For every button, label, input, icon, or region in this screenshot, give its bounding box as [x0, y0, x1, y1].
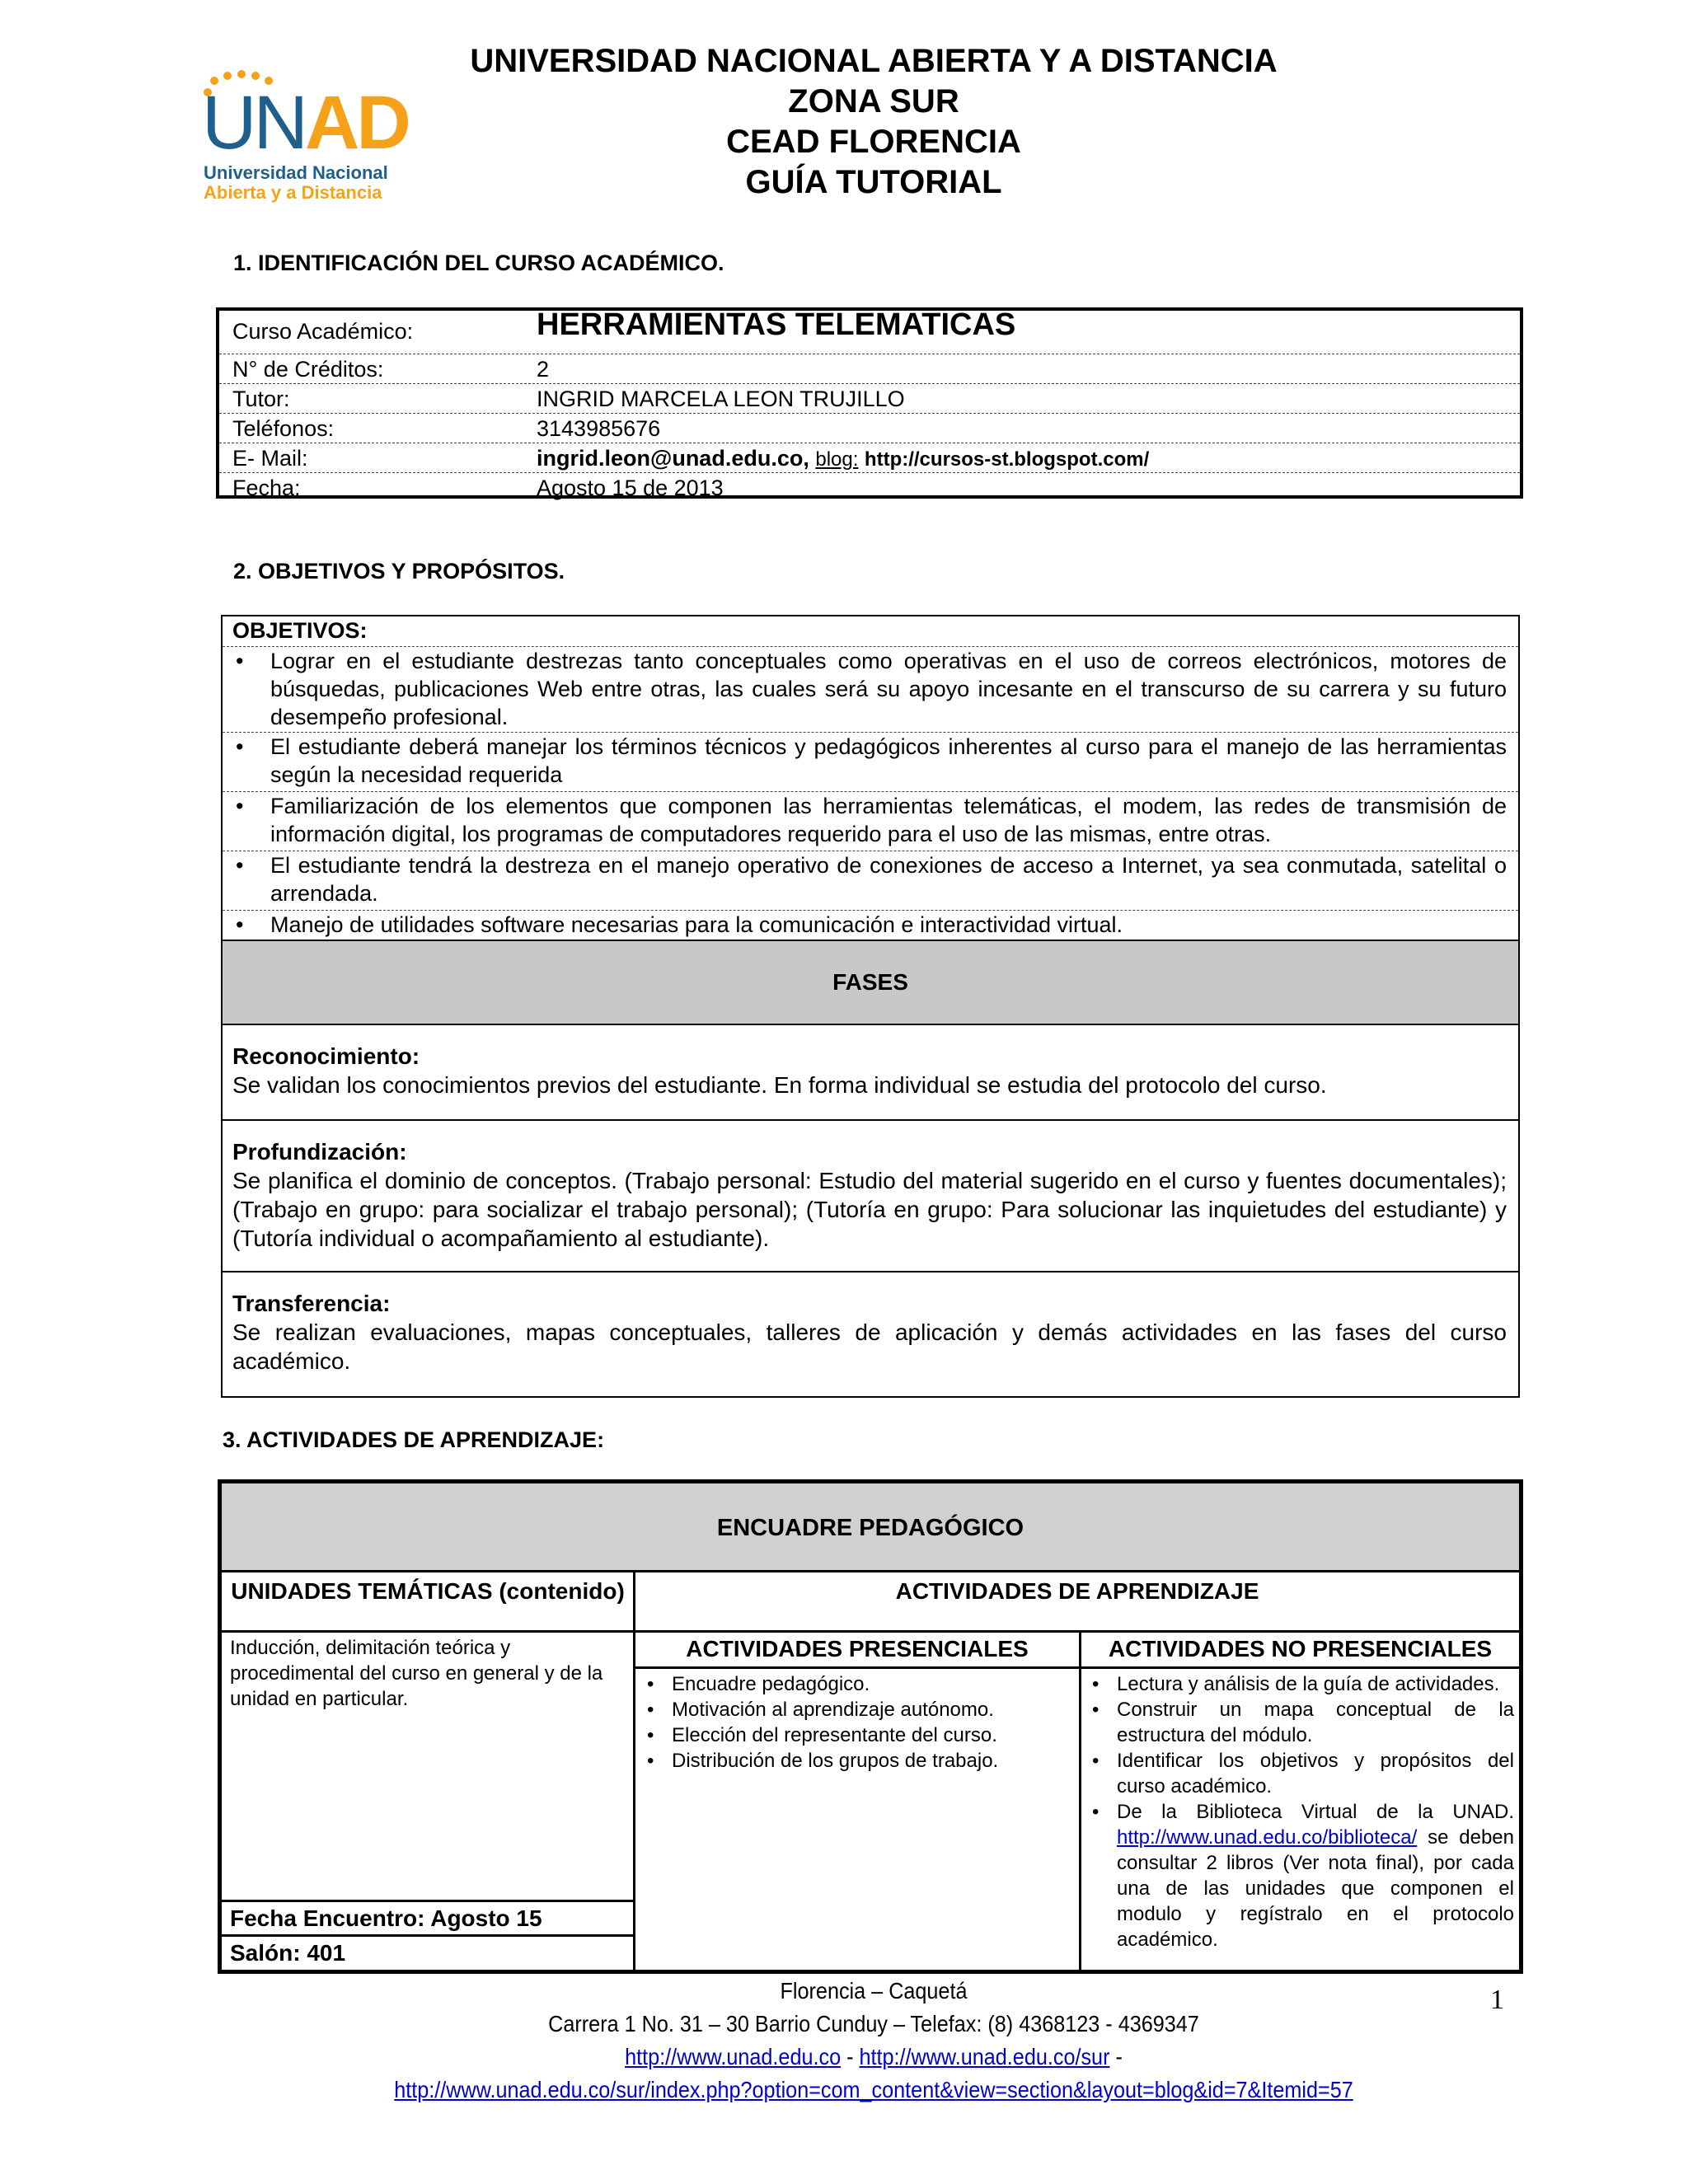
- phase-transferencia: [223, 1271, 1518, 1396]
- phase-profundizacion: [223, 1119, 1518, 1271]
- fases-header: FASES: [223, 940, 1518, 1025]
- objectives-table: [221, 615, 1520, 1398]
- section-3-heading: 3. ACTIVIDADES DE APRENDIZAJE:: [223, 1427, 605, 1452]
- section-2-heading: 2. OBJETIVOS Y PROPÓSITOS.: [233, 559, 565, 583]
- footer-sep: -: [841, 2044, 860, 2069]
- list-item: • Lectura y análisis de la guía de actividades.: [1084, 1671, 1514, 1697]
- bullet-icon: •: [236, 734, 244, 759]
- activities-table: [218, 1479, 1523, 1974]
- divider: [635, 1666, 1519, 1669]
- list-item: • Encuadre pedagógico.: [639, 1671, 1071, 1697]
- encuadre-header: ENCUADRE PEDAGÓGICO: [222, 1483, 1519, 1572]
- objective-item: [223, 851, 1518, 911]
- objective-item: [223, 646, 1518, 733]
- phase-text: Se planifica el dominio de conceptos. (Trabajo personal: Estudio del material sugerido en el curso y fuentes documentales); (Trabajo en grupo: para socializar el trabajo personal); (Tutoría en grupo: Para solucionar las inquietudes del estudiante) y (Tutoría individual o acompañamiento al estudiante).: [232, 1168, 1507, 1251]
- col-header-presenciales: ACTIVIDADES PRESENCIALES: [686, 1636, 1029, 1661]
- footer-link-unad[interactable]: http://www.unad.edu.co: [625, 2044, 842, 2069]
- objective-text: Familiarización de los elementos que componen las herramientas telemáticas, el modem, las redes de transmisión de información digital, los programas de computadores requerido para el uso de las mismas, entre otras.: [270, 794, 1507, 846]
- col-header-activities: ACTIVIDADES DE APRENDIZAJE: [895, 1578, 1259, 1604]
- email-label: E- Mail:: [232, 446, 308, 471]
- list-item: • Distribución de los grupos de trabajo.: [639, 1748, 1071, 1774]
- bullet-icon: •: [236, 853, 244, 878]
- phase-title: Transferencia:: [232, 1291, 391, 1316]
- divider: [222, 1934, 633, 1937]
- col-header-units: UNIDADES TEMÁTICAS (contenido): [231, 1578, 625, 1604]
- email-value-group: [537, 444, 1149, 474]
- header-title-3: CEAD FLORENCIA: [726, 124, 1021, 160]
- unit-description: Inducción, delimitación teórica y procedimental del curso en general y de la unidad en particular.: [230, 1637, 603, 1710]
- bullet-icon: •: [236, 794, 244, 818]
- unad-logo: [202, 70, 408, 203]
- course-label: Curso Académico:: [232, 319, 414, 344]
- list-item: • Motivación al aprendizaje autónomo.: [639, 1697, 1071, 1722]
- objective-item: [223, 791, 1518, 851]
- tutor-value: INGRID MARCELA LEON TRUJILLO: [537, 387, 905, 411]
- fecha-encuentro: Fecha Encuentro: Agosto 15: [230, 1905, 542, 1931]
- phase-text: Se realizan evaluaciones, mapas conceptuales, talleres de aplicación y demás actividades en las fases del curso académico.: [232, 1319, 1507, 1374]
- header-title-1: UNIVERSIDAD NACIONAL ABIERTA Y A DISTANCIA: [470, 43, 1278, 79]
- col-header-no-presenciales: ACTIVIDADES NO PRESENCIALES: [1108, 1636, 1493, 1661]
- list-item: • Construir un mapa conceptual de la estructura del módulo.: [1084, 1697, 1514, 1748]
- id-row-tutor: [219, 383, 1520, 414]
- phone-value: 3143985676: [537, 416, 661, 441]
- page-number: 1: [1490, 1985, 1504, 2015]
- footer-link-blog[interactable]: http://www.unad.edu.co/sur/index.php?option=com_content&view=section&layout=blog&id=7&Itemid=57: [394, 2077, 1353, 2102]
- identification-table: [216, 307, 1523, 499]
- footer-links: [310, 2041, 1437, 2073]
- logo-wordmark: UNAD: [202, 81, 408, 165]
- biblioteca-text-post: se deben consultar 2 libros (Ver nota final), por cada una de las unidades que componen el modulo y regístralo en el protocolo académico.: [1117, 1826, 1514, 1951]
- biblioteca-link[interactable]: http://www.unad.edu.co/biblioteca/: [1117, 1826, 1418, 1849]
- bullet-icon: •: [236, 912, 244, 937]
- list-item: • Identificar los objetivos y propósitos del curso académico.: [1084, 1748, 1514, 1799]
- objective-item: [223, 732, 1518, 792]
- list-item: • Elección del representante del curso.: [639, 1722, 1071, 1748]
- objective-text: El estudiante tendrá la destreza en el manejo operativo de conexiones de acceso a Internet, ya sea conmutada, satelital o arrendada.: [270, 853, 1507, 906]
- blog-link[interactable]: http://cursos-st.blogspot.com/: [864, 448, 1150, 471]
- section-1-heading: 1. IDENTIFICACIÓN DEL CURSO ACADÉMICO.: [233, 251, 724, 275]
- blog-label: blog:: [815, 448, 859, 471]
- header-title-4: GUÍA TUTORIAL: [745, 164, 1002, 200]
- course-value: HERRAMIENTAS TELEMATICAS: [537, 307, 1016, 342]
- footer-sep: -: [1109, 2044, 1123, 2069]
- salon: Salón: 401: [230, 1940, 346, 1966]
- logo-subtitle-1: Universidad Nacional: [204, 162, 388, 183]
- objective-text: Lograr en el estudiante destrezas tanto conceptuales como operativas en el uso de correos electrónicos, motores de búsquedas, publicaciones Web entre otras, las cuales será su apoyo incesante en el transcurso de su carrera y su futuro desempeño profesional.: [270, 649, 1507, 729]
- phase-reconocimiento: [223, 1025, 1518, 1119]
- list-item-biblioteca: [1084, 1799, 1514, 1952]
- phase-title: Reconocimiento:: [232, 1043, 420, 1069]
- objective-text: Manejo de utilidades software necesarias para la comunicación e interactividad virtual.: [270, 912, 1123, 937]
- presenciales-list: [639, 1671, 1071, 1774]
- header-title-2: ZONA SUR: [788, 83, 959, 120]
- id-row-email: [219, 443, 1520, 473]
- id-row-course: [219, 307, 1520, 354]
- phase-title: Profundización:: [232, 1139, 407, 1165]
- date-value: Agosto 15 de 2013: [537, 476, 724, 500]
- divider: [1079, 1632, 1081, 1970]
- phase-text: Se validan los conocimientos previos del estudiante. En forma individual se estudia del protocolo del curso.: [232, 1072, 1327, 1098]
- logo-subtitle-2: Abierta y a Distancia: [204, 182, 382, 203]
- credits-label: N° de Créditos:: [232, 357, 384, 382]
- objectives-label: OBJETIVOS:: [232, 618, 368, 643]
- footer-address: Carrera 1 No. 31 – 30 Barrio Cunduy – Telefax: (8) 4368123 - 4369347: [548, 2011, 1199, 2036]
- biblioteca-text: De la Biblioteca Virtual de la UNAD.: [1117, 1801, 1514, 1823]
- bullet-icon: •: [236, 649, 244, 673]
- phone-label: Teléfonos:: [232, 416, 335, 441]
- divider: [222, 1630, 1519, 1633]
- id-row-date: [219, 472, 1520, 499]
- tutor-label: Tutor:: [232, 387, 290, 411]
- divider: [222, 1900, 633, 1902]
- email-link[interactable]: ingrid.leon@unad.edu.co,: [537, 446, 809, 471]
- no-presenciales-list: [1084, 1671, 1514, 1952]
- date-label: Fecha:: [232, 476, 301, 500]
- id-row-credits: [219, 354, 1520, 384]
- footer-link-line: [310, 2074, 1437, 2106]
- footer-city: Florencia – Caquetá: [780, 1978, 968, 2004]
- id-row-phone: [219, 413, 1520, 443]
- objective-item: [223, 910, 1518, 940]
- footer-link-sur[interactable]: http://www.unad.edu.co/sur: [859, 2044, 1110, 2069]
- objective-text: El estudiante deberá manejar los términos técnicos y pedagógicos inherentes al curso para el manejo de las herramientas según la necesidad requerida: [270, 734, 1507, 787]
- credits-value: 2: [537, 357, 550, 382]
